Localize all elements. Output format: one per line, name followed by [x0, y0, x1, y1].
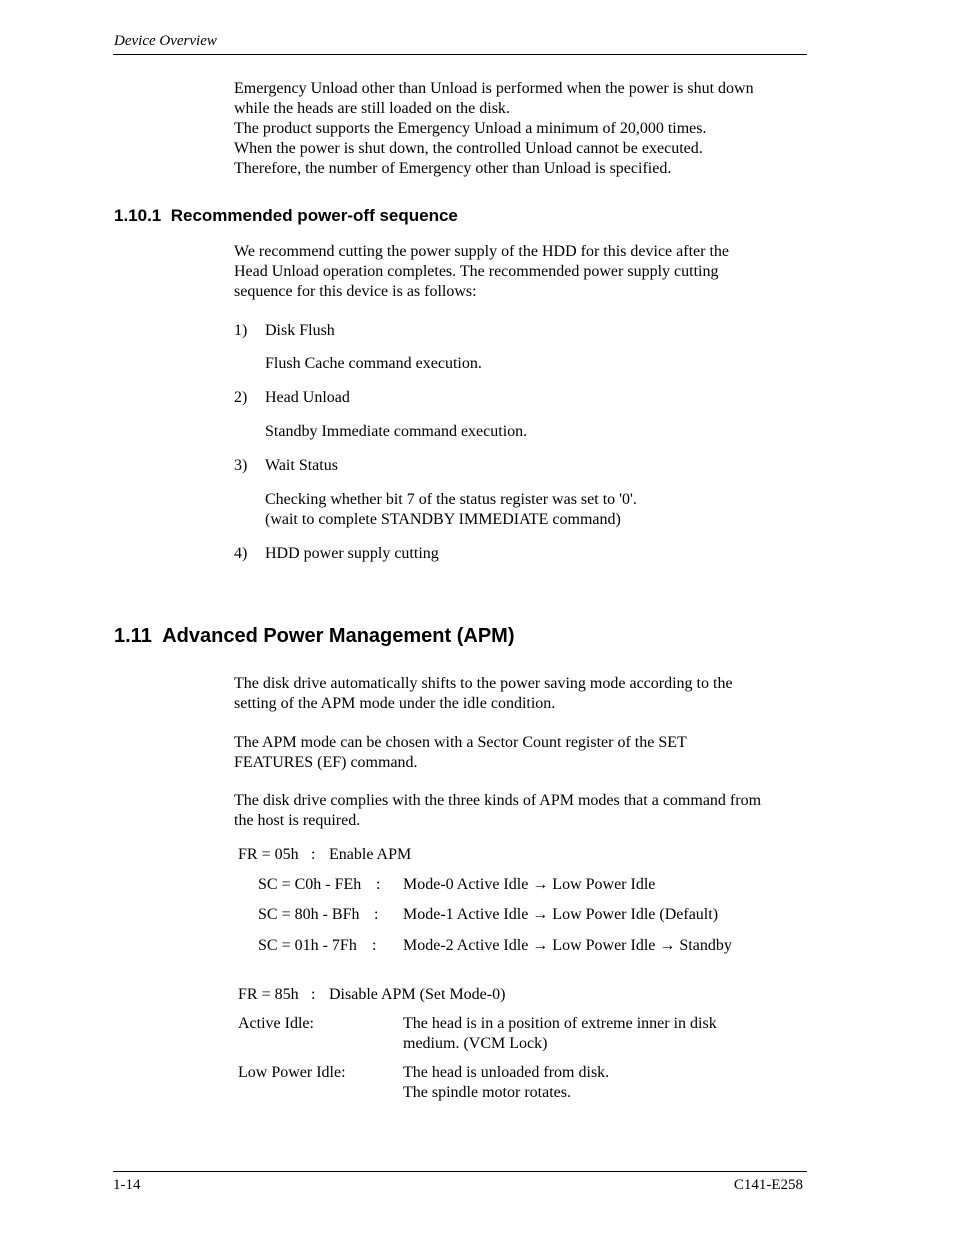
disable-desc: Disable APM (Set Mode-0) [329, 986, 506, 1003]
definition-line: medium. (VCM Lock) [403, 1035, 548, 1052]
para-line: sequence for this device is as follows: [234, 283, 477, 300]
step-3-desc [265, 490, 637, 530]
footer-rule [113, 1171, 807, 1172]
step-3-number: 3) [234, 457, 248, 474]
mode-0-sc: SC = C0h - FEh [258, 876, 362, 893]
intro-line: Emergency Unload other than Unload is performed when the power is shut down [234, 80, 754, 97]
step-2-desc: Standby Immediate command execution. [265, 423, 528, 440]
step-1-label: Disk Flush [265, 322, 335, 339]
section-title: Recommended power-off sequence [170, 206, 458, 225]
intro-line: Therefore, the number of Emergency other than Unload is specified. [234, 160, 672, 177]
definition-desc-low-power-idle [403, 1063, 609, 1103]
disable-fr-code: FR = 85h [238, 986, 299, 1003]
mode-2-desc: Mode-2 Active Idle → Low Power Idle → Standby [403, 937, 732, 954]
para-line: The APM mode can be chosen with a Sector Count register of the SET [234, 734, 687, 751]
definition-term-low-power-idle: Low Power Idle: [238, 1064, 346, 1081]
para-line: setting of the APM mode under the idle condition. [234, 695, 556, 712]
definition-line: The head is in a position of extreme inner in disk [403, 1015, 717, 1032]
mode-2-separator: : [372, 937, 377, 954]
apm-paragraph-2 [234, 733, 687, 773]
page-number: 1-14 [113, 1177, 141, 1193]
intro-line: while the heads are still loaded on the disk. [234, 100, 510, 117]
apm-paragraph-3 [234, 791, 761, 831]
mode-0-desc: Mode-0 Active Idle → Low Power Idle [403, 876, 656, 893]
definition-term-active-idle: Active Idle: [238, 1015, 314, 1032]
step-2-label: Head Unload [265, 389, 350, 406]
definition-line: The spindle motor rotates. [403, 1084, 571, 1101]
step-3-desc-line: (wait to complete STANDBY IMMEDIATE command) [265, 511, 621, 528]
intro-line: When the power is shut down, the controlled Unload cannot be executed. [234, 140, 703, 157]
mode-1-desc: Mode-1 Active Idle → Low Power Idle (Default) [403, 906, 719, 923]
enable-separator: : [311, 846, 316, 863]
para-line: The disk drive automatically shifts to the power saving mode according to the [234, 675, 733, 692]
intro-line: The product supports the Emergency Unload a minimum of 20,000 times. [234, 120, 707, 137]
enable-fr-code: FR = 05h [238, 846, 299, 863]
section-heading-1-11 [114, 625, 515, 648]
section-1-10-1-paragraph [234, 242, 729, 302]
step-1-number: 1) [234, 322, 248, 339]
para-line: Head Unload operation completes. The recommended power supply cutting [234, 263, 719, 280]
mode-0-separator: : [376, 876, 381, 893]
section-number: 1.10.1 [114, 206, 162, 225]
document-id: C141-E258 [733, 1177, 803, 1193]
section-heading-1-10-1 [114, 206, 458, 226]
section-title: Advanced Power Management (APM) [162, 625, 515, 647]
enable-desc: Enable APM [329, 846, 412, 863]
para-line: FEATURES (EF) command. [234, 754, 418, 771]
apm-paragraph-1 [234, 674, 733, 714]
mode-2-sc: SC = 01h - 7Fh [258, 937, 357, 954]
para-line: the host is required. [234, 812, 361, 829]
step-1-desc: Flush Cache command execution. [265, 355, 482, 372]
mode-1-separator: : [374, 906, 379, 923]
running-header: Device Overview [114, 33, 217, 49]
step-3-label: Wait Status [265, 457, 338, 474]
disable-separator: : [311, 986, 316, 1003]
step-4-label: HDD power supply cutting [265, 545, 439, 562]
para-line: The disk drive complies with the three kinds of APM modes that a command from [234, 792, 762, 809]
definition-line: The head is unloaded from disk. [403, 1064, 610, 1081]
para-line: We recommend cutting the power supply of the HDD for this device after the [234, 243, 729, 260]
section-number: 1.11 [114, 625, 152, 647]
definition-desc-active-idle [403, 1014, 717, 1054]
step-2-number: 2) [234, 389, 248, 406]
intro-paragraph [234, 79, 754, 179]
header-rule [113, 54, 807, 55]
mode-1-sc: SC = 80h - BFh [258, 906, 360, 923]
step-3-desc-line: Checking whether bit 7 of the status register was set to '0'. [265, 491, 637, 508]
step-4-number: 4) [234, 545, 248, 562]
